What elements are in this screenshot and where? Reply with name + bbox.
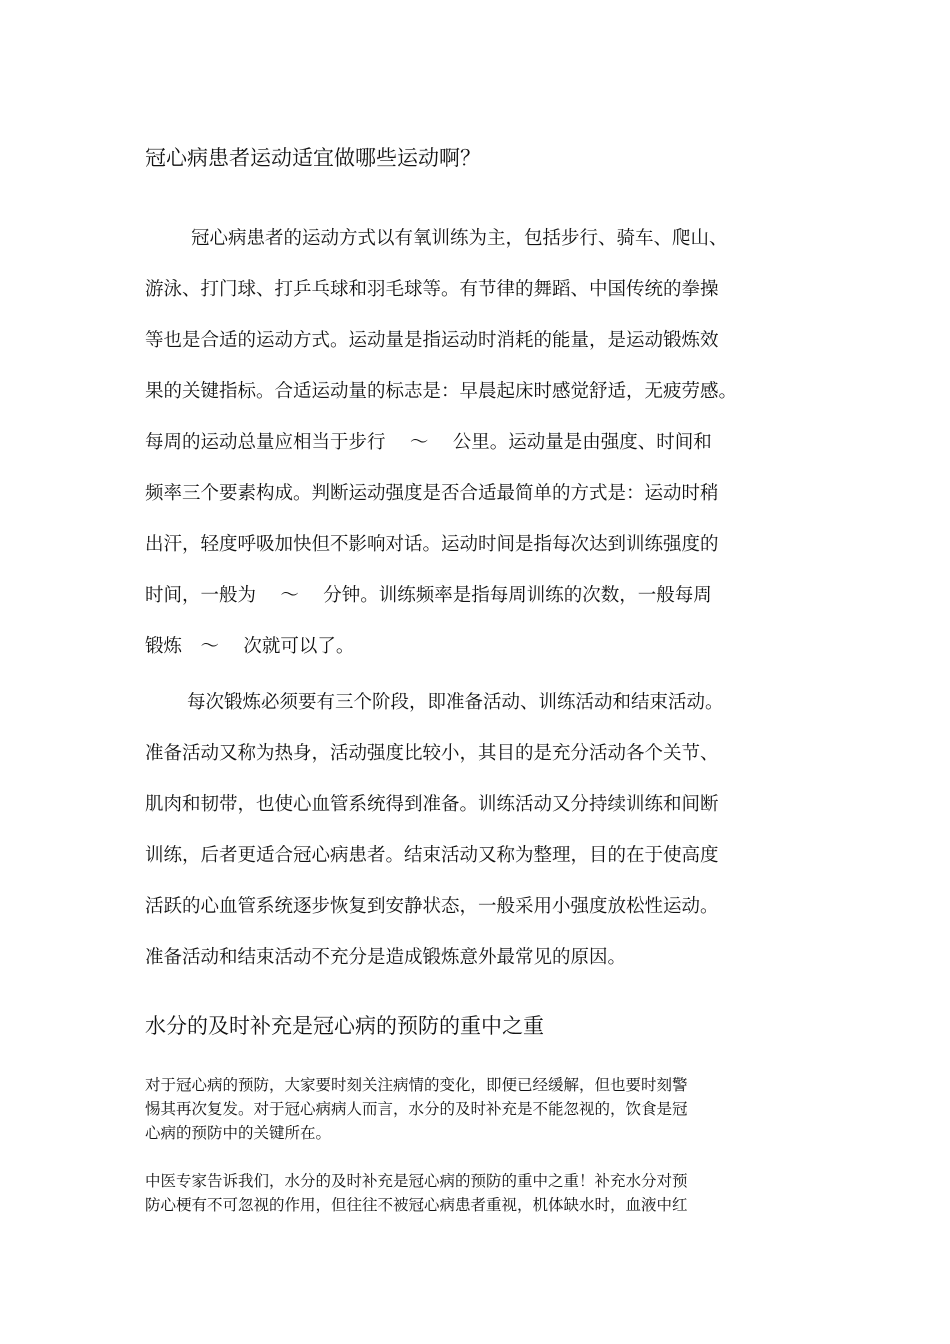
paragraph-line: 准备活动和结束活动不充分是造成锻炼意外最常见的原因。: [145, 947, 627, 968]
paragraph-line: 锻炼 ～ 次就可以了。: [145, 636, 355, 657]
paragraph-line: 等也是合适的运动方式。运动量是指运动时消耗的能量，是运动锻炼效: [145, 330, 719, 351]
paragraph-line: 时间，一般为 ～ 分钟。训练频率是指每周训练的次数，一般每周: [145, 585, 712, 606]
paragraph-line: 每次锻炼必须要有三个阶段，即准备活动、训练活动和结束活动。: [187, 692, 724, 713]
document-title: 冠心病患者运动适宜做哪些运动啊？: [145, 146, 481, 170]
paragraph-line: 中医专家告诉我们，水分的及时补充是冠心病的预防的重中之重！补充水分对预: [145, 1172, 688, 1190]
paragraph-line: 心病的预防中的关键所在。: [145, 1124, 332, 1142]
paragraph-water-intake: [145, 1169, 810, 1217]
paragraph-line: 准备活动又称为热身，活动强度比较小，其目的是充分活动各个关节、: [145, 743, 719, 764]
section-title: 水分的及时补充是冠心病的预防的重中之重: [145, 1014, 544, 1038]
paragraph-line: 防心梗有不可忽视的作用，但往往不被冠心病患者重视，机体缺水时，血液中红: [145, 1196, 688, 1214]
paragraph-line: 训练，后者更适合冠心病患者。结束活动又称为整理，目的在于使高度: [145, 845, 719, 866]
paragraph-line: 出汗，轻度呼吸加快但不影响对话。运动时间是指每次达到训练强度的: [145, 534, 719, 555]
paragraph-exercise-stages: [145, 677, 810, 983]
paragraph-line: 对于冠心病的预防，大家要时刻关注病情的变化，即便已经缓解，但也要时刻警: [145, 1076, 688, 1094]
paragraph-line: 果的关键指标。合适运动量的标志是：早晨起床时感觉舒适，无疲劳感。: [145, 381, 738, 402]
paragraph-prevention-intro: [145, 1073, 810, 1145]
paragraph-line: 冠心病患者的运动方式以有氧训练为主，包括步行、骑车、爬山、: [191, 228, 728, 249]
paragraph-line: 肌肉和韧带，也使心血管系统得到准备。训练活动又分持续训练和间断: [145, 794, 719, 815]
paragraph-line: 频率三个要素构成。判断运动强度是否合适最简单的方式是：运动时稍: [145, 483, 719, 504]
paragraph-line: 每周的运动总量应相当于步行 ～ 公里。运动量是由强度、时间和: [145, 432, 712, 453]
paragraph-line: 活跃的心血管系统逐步恢复到安静状态，一般采用小强度放松性运动。: [145, 896, 719, 917]
paragraph-line: 惕其再次复发。对于冠心病病人而言，水分的及时补充是不能忽视的，饮食是冠: [145, 1100, 688, 1118]
paragraph-exercise-types: [145, 213, 810, 672]
paragraph-line: 游泳、打门球、打乒乓球和羽毛球等。有节律的舞蹈、中国传统的拳操: [145, 279, 719, 300]
